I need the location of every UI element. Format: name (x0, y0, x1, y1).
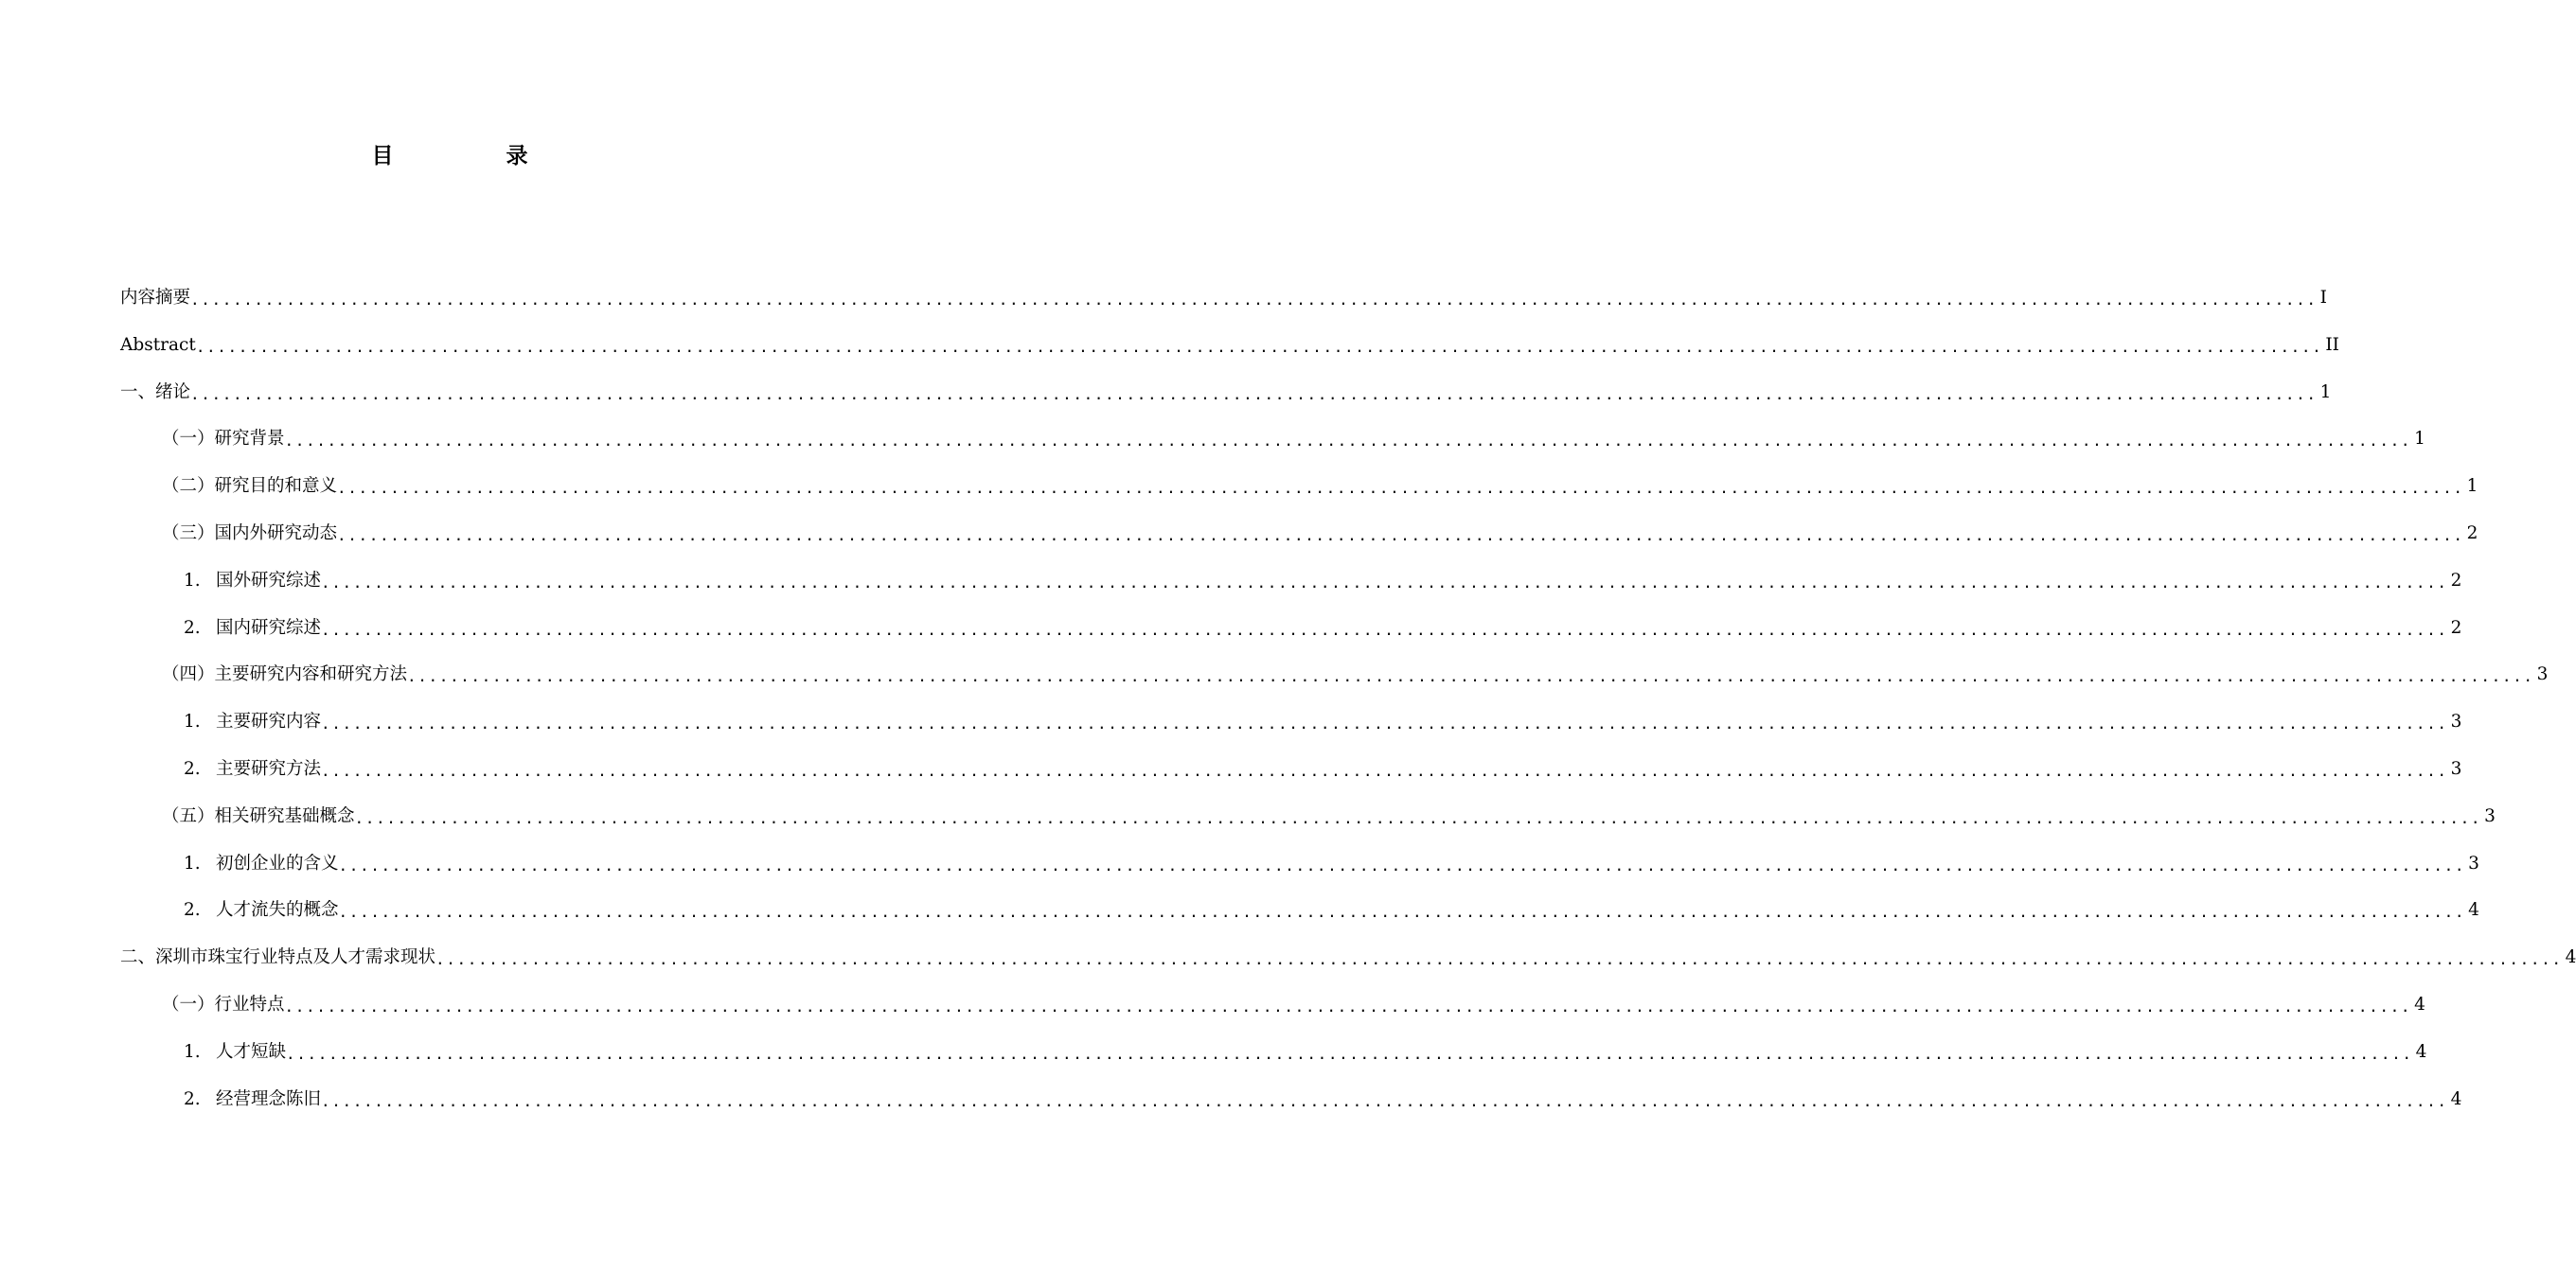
toc-entry-text: （二）研究目的和意义 (162, 476, 338, 497)
toc-page-number: 4 (2450, 1088, 2462, 1109)
toc-dot-leader: ........................................................................................................................................................................................................ (190, 291, 2318, 309)
toc-entry-label (162, 989, 285, 1021)
toc-entry-label (162, 423, 285, 455)
toc-entry[interactable] (120, 659, 2549, 706)
toc-entry-label (162, 801, 355, 833)
toc-entry[interactable] (120, 942, 2576, 989)
toc-entry-number: 1. (184, 570, 201, 591)
toc-entry-label (184, 1084, 321, 1116)
toc-entry[interactable] (120, 989, 2425, 1036)
toc-page-number: 3 (2536, 664, 2549, 685)
toc-entry-text: 人才流失的概念 (216, 900, 339, 921)
toc-entry[interactable] (120, 612, 2462, 660)
toc-entry-number: 1. (184, 1041, 201, 1062)
toc-dot-leader: ........................................................................................................................................................................................................ (407, 667, 2534, 686)
toc-entry-number: 2. (184, 900, 201, 921)
toc-entry-label (120, 282, 190, 314)
toc-entry-text: 人才短缺 (216, 1041, 287, 1062)
toc-entry-label (120, 942, 435, 974)
toc-entry-text: 一、绪论 (120, 381, 191, 402)
toc-page-number: II (2325, 334, 2339, 355)
toc-entry[interactable] (120, 282, 2327, 329)
toc-dot-leader: ........................................................................................................................................................................................................ (338, 856, 2466, 874)
toc-entry[interactable] (120, 848, 2479, 895)
toc-entry-text: 二、深圳市珠宝行业特点及人才需求现状 (120, 947, 436, 968)
toc-dot-leader: ........................................................................................................................................................................................................ (435, 950, 2563, 969)
toc-entry-number: 1. (184, 853, 201, 874)
toc-dot-leader: ........................................................................................................................................................................................................ (286, 1044, 2413, 1063)
toc-entry[interactable] (120, 801, 2496, 848)
toc-entry[interactable] (120, 1036, 2427, 1084)
toc-entry[interactable] (120, 470, 2478, 518)
toc-dot-leader: ........................................................................................................................................................................................................ (321, 573, 2448, 592)
toc-entry-label (184, 753, 321, 786)
toc-page-number: 1 (2319, 381, 2332, 402)
toc-entry-text: 内容摘要 (120, 288, 191, 308)
toc-page-number: 1 (2466, 476, 2478, 497)
toc-entry-number: 2. (184, 758, 201, 779)
toc-entry-number: 1. (184, 712, 201, 733)
toc-entry-text: 经营理念陈旧 (216, 1088, 322, 1109)
toc-dot-leader: ........................................................................................................................................................................................................ (195, 337, 2323, 356)
toc-entry-label (184, 612, 321, 645)
toc-entry-text: （一）研究背景 (162, 429, 285, 450)
toc-entry[interactable] (120, 518, 2478, 565)
toc-page-number: 1 (2414, 429, 2425, 450)
toc-entry-text: 主要研究方法 (216, 758, 322, 779)
toc-dot-leader: ........................................................................................................................................................................................................ (321, 761, 2448, 780)
toc-page-number: 4 (2415, 1041, 2427, 1062)
toc-page-number: 4 (2565, 947, 2576, 968)
toc-dot-leader: ........................................................................................................................................................................................................ (284, 997, 2412, 1016)
toc-entry-label (184, 894, 339, 927)
toc-entry-label (184, 1036, 286, 1069)
toc-dot-leader: ........................................................................................................................................................................................................ (190, 384, 2318, 403)
toc-dot-leader: ........................................................................................................................................................................................................ (354, 808, 2482, 827)
toc-entry[interactable] (120, 894, 2479, 942)
toc-entry-number: 2. (184, 617, 201, 638)
toc-page-number: 3 (2450, 712, 2462, 733)
toc-entry[interactable] (120, 423, 2425, 470)
toc-entry-label (184, 848, 339, 880)
toc-entry-label (162, 659, 407, 691)
toc-page-number: 3 (2484, 805, 2496, 826)
toc-entry-text: 国内研究综述 (216, 617, 322, 638)
page-title: 目 录 (371, 144, 574, 168)
toc-entry-text: （五）相关研究基础概念 (162, 805, 355, 826)
toc-page-number: 4 (2468, 900, 2479, 921)
table-of-contents (120, 282, 2576, 1130)
toc-entry[interactable] (120, 706, 2462, 753)
toc-entry-text: （四）主要研究内容和研究方法 (162, 664, 408, 685)
toc-dot-leader: ........................................................................................................................................................................................................ (338, 903, 2466, 922)
toc-page-number: 3 (2450, 758, 2462, 779)
toc-dot-leader: ........................................................................................................................................................................................................ (337, 479, 2464, 498)
toc-page-number: 2 (2466, 522, 2478, 543)
toc-page-number: I (2319, 288, 2327, 308)
toc-entry[interactable] (120, 753, 2462, 801)
toc-dot-leader: ........................................................................................................................................................................................................ (284, 432, 2412, 450)
toc-entry-text: 初创企业的含义 (216, 853, 339, 874)
toc-entry-text: （三）国内外研究动态 (162, 522, 338, 543)
toc-dot-leader: ........................................................................................................................................................................................................ (321, 715, 2448, 733)
toc-dot-leader: ........................................................................................................................................................................................................ (321, 620, 2448, 639)
toc-entry-label (120, 329, 196, 362)
toc-page-number: 2 (2450, 617, 2462, 638)
toc-entry-text: 国外研究综述 (216, 570, 322, 591)
toc-entry-text: （一）行业特点 (162, 994, 285, 1015)
toc-entry[interactable] (120, 1084, 2462, 1131)
toc-entry-label (162, 470, 337, 503)
toc-entry[interactable] (120, 329, 2339, 377)
toc-entry-text: Abstract (120, 334, 196, 355)
toc-dot-leader: ........................................................................................................................................................................................................ (321, 1091, 2448, 1110)
toc-entry[interactable] (120, 377, 2332, 424)
toc-entry-text: 主要研究内容 (216, 712, 322, 733)
toc-page-number: 3 (2468, 853, 2479, 874)
toc-page-number: 2 (2450, 570, 2462, 591)
toc-entry-number: 2. (184, 1088, 201, 1109)
toc-page-number: 4 (2414, 994, 2425, 1015)
toc-entry-label (162, 518, 337, 550)
toc-entry-label (184, 565, 321, 597)
toc-dot-leader: ........................................................................................................................................................................................................ (337, 525, 2464, 544)
toc-entry-label (120, 377, 190, 409)
toc-entry-label (184, 706, 321, 738)
toc-entry[interactable] (120, 565, 2462, 612)
